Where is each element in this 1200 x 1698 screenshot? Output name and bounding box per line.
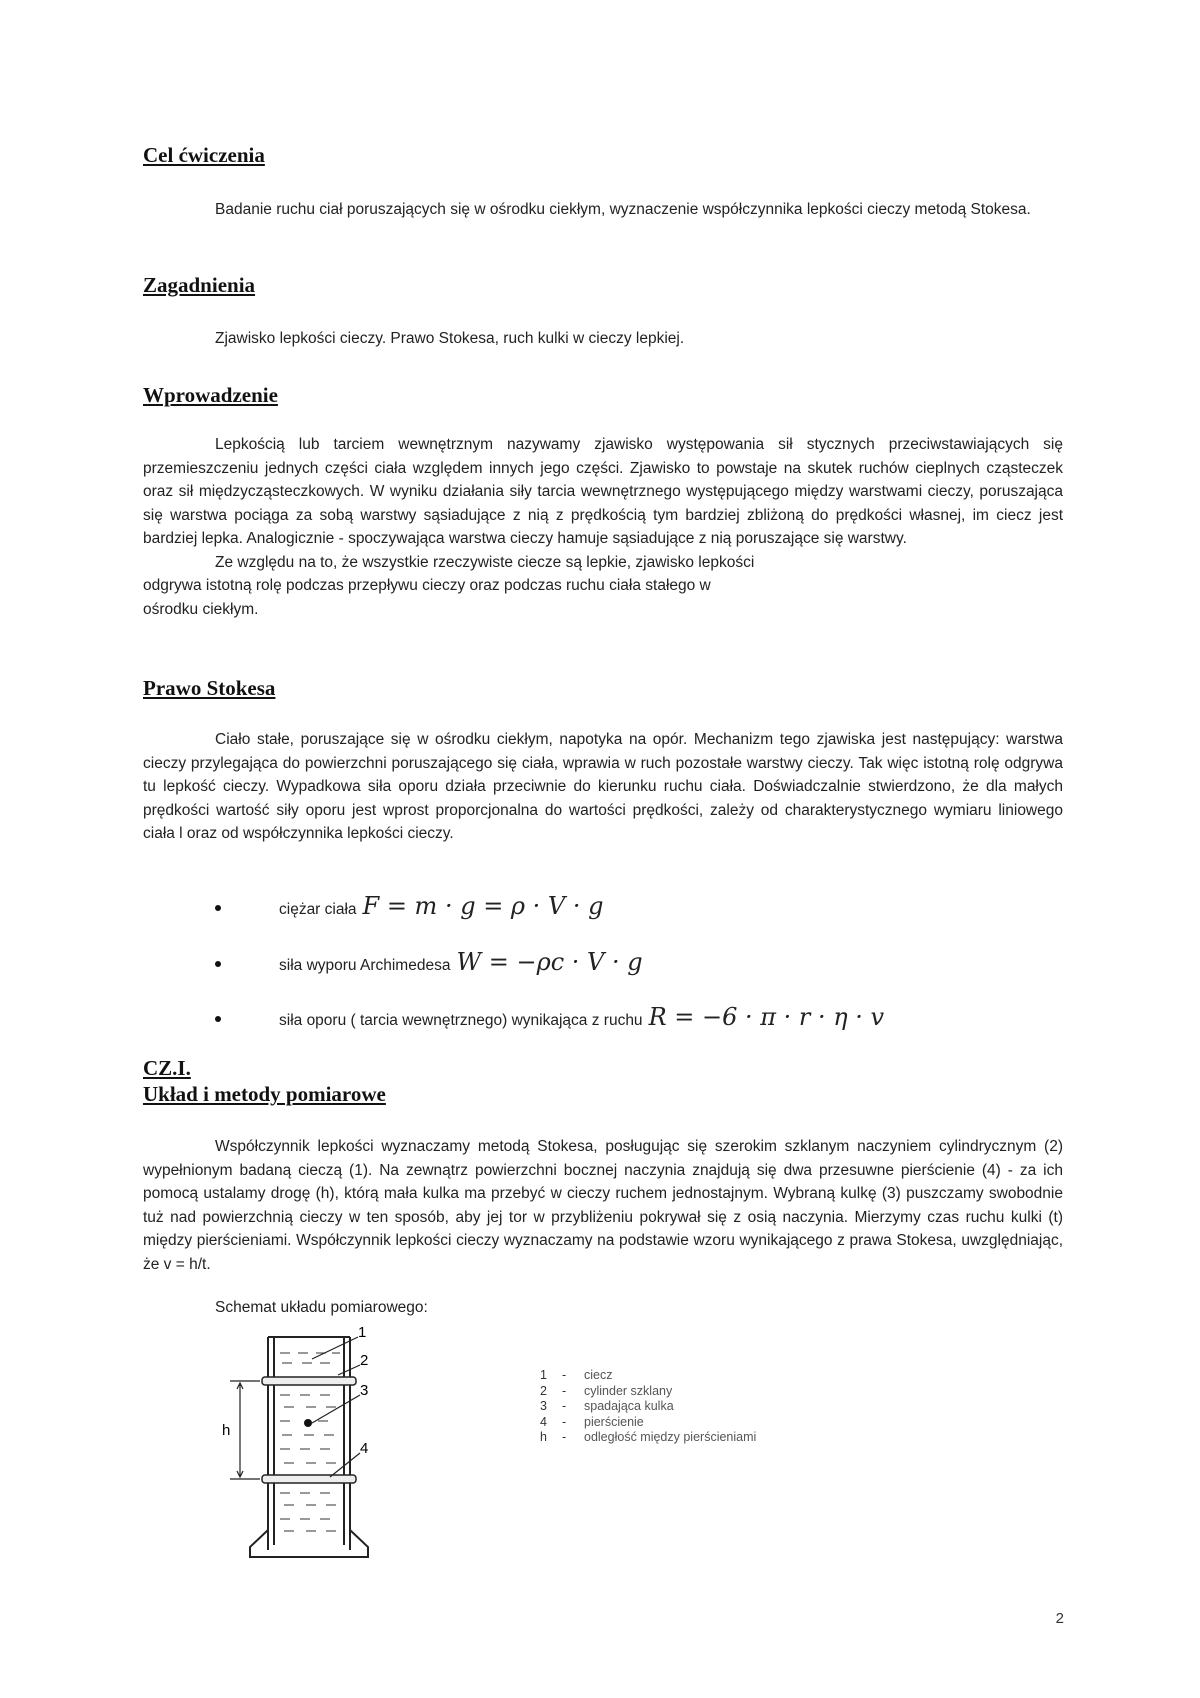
label-h: h: [222, 1422, 231, 1439]
heading-cz1: CZ.I.: [143, 1056, 191, 1080]
wprowadzenie-paragraph-block: [143, 433, 1063, 621]
schema-label-block: [143, 1296, 1063, 1320]
label-1: 1: [358, 1325, 367, 1341]
heading-wprowadzenie: Wprowadzenie: [143, 383, 278, 407]
heading-zagadnienia: Zagadnienia: [143, 273, 256, 297]
zagadnienia-paragraph: Zjawisko lepkości cieczy. Prawo Stokesa, ruch kulki w cieczy lepkiej.: [215, 330, 685, 347]
cz1-paragraph-block: [143, 1135, 1063, 1276]
section-zagadnienia: [143, 272, 1063, 298]
formula-opor: R = −6 · π · r · η · v: [648, 1003, 885, 1031]
legend-dash: -: [562, 1368, 567, 1382]
heading-cel: Cel ćwiczenia: [143, 143, 265, 167]
ring-top: [262, 1377, 356, 1385]
cz1-paragraph: Współczynnik lepkości wyznaczamy metodą Stokesa, posługując się szerokim szklanym naczyniem cylindrycznym (2) wypełnionym badaną cieczą (1). Na zewnątrz powierzchni bocznej naczynia znajdują się dwa przesuwne pierścienie (4) - za ich pomocą ustalamy drogę (h), którą mała kulka ma przebyć w cieczy ruchem jednostajnym. Wybraną kulkę (3) puszczamy swobodnie tuż nad powierzchnią cieczy w ten sposób, aby jej tor w przybliżeniu pokrywał się z osią naczynia. Mierzymy czas ruchu kulki (t) między pierścieniami. Współczynnik lepkości cieczy wyznaczamy na podstawie wzoru wynikającego z prawa Stokesa, uwzględniając, że v = h/t.: [143, 1138, 1063, 1273]
stokes-paragraph-block: [143, 728, 1063, 846]
legend-row: [540, 1368, 756, 1384]
label-4: 4: [360, 1440, 369, 1457]
legend-value: odległość między pierścieniami: [584, 1430, 757, 1444]
legend-key: 4: [540, 1414, 547, 1429]
zagadnienia-paragraph-block: [143, 327, 1063, 351]
bullet-label: siła wyporu Archimedesa: [279, 957, 451, 974]
falling-ball: [304, 1419, 312, 1427]
legend-dash: -: [562, 1399, 567, 1413]
heading-uklad: Układ i metody pomiarowe: [143, 1082, 386, 1106]
legend-value: spadająca kulka: [584, 1399, 674, 1413]
bullet-ciezar: [215, 892, 604, 920]
legend-key: 3: [540, 1399, 547, 1413]
legend-row: [540, 1430, 756, 1446]
bullet-label: siła oporu ( tarcia wewnętrznego) wynikająca z ruchu: [279, 1012, 643, 1029]
h-dimension: [230, 1381, 260, 1479]
bullet-dot: [215, 1016, 221, 1022]
legend-value: pierścienie: [584, 1414, 644, 1429]
wprowadzenie-paragraph: Lepkością lub tarciem wewnętrznym nazywamy zjawisko występowania sił stycznych przeciwstawiających się przemieszczeniu jednych części ciała względem innych jego części. Zjawisko to powstaje na skutek ruchów cieplnych cząsteczek oraz sił międzycząsteczkowych. W wyniku działania siły tarcia wewnętrznego występującego między warstwami cieczy, poruszająca się warstwa pociąga za sobą warstwy sąsiadujące z nią z prędkością tym bardziej zbliżoną do prędkości własnej, im ciecz jest bardziej lepka. Analogicznie - spoczywająca warstwa cieczy hamuje sąsiadujące z nią poruszające się warstwy.: [143, 436, 1063, 547]
legend-key: h: [540, 1430, 547, 1444]
legend-key: 2: [540, 1383, 547, 1398]
legend-key: 1: [540, 1368, 547, 1382]
section-wprowadzenie: [143, 382, 1063, 408]
bullet-label: ciężar ciała: [279, 901, 357, 918]
heading-stokes: Prawo Stokesa: [143, 676, 276, 700]
legend-dash: -: [562, 1383, 567, 1398]
legend-dash: -: [562, 1430, 567, 1444]
legend-row: [540, 1384, 756, 1400]
section-cz1: [143, 1055, 1063, 1107]
bullet-dot: [215, 961, 221, 967]
legend-row: [540, 1399, 756, 1415]
bullet-opor: [215, 1003, 884, 1031]
cel-paragraph: Badanie ruchu ciał poruszających się w ośrodku ciekłym, wyznaczenie współczynnika lepkości cieczy metodą Stokesa.: [215, 201, 1031, 218]
ring-bottom: [262, 1475, 356, 1483]
bullet-dot: [215, 905, 221, 911]
label-2: 2: [360, 1352, 369, 1369]
legend-value: ciecz: [584, 1368, 613, 1382]
stokes-paragraph: Ciało stałe, poruszające się w ośrodku ciekłym, napotyka na opór. Mechanizm tego zjawiska jest następujący: warstwa cieczy przylegająca do powierzchni poruszającego się ciała, wprawia w ruch pozostałe warstwy cieczy. Tak więc istotną rolę odgrywa tu lepkość cieczy. Wypadkowa siła oporu działa przeciwnie do kierunku ruchu ciała. Doświadczalnie stwierdzono, że dla małych prędkości wartość siły oporu jest wprost proporcjonalna do wartości prędkości, zależy od charakterystycznego wymiaru liniowego ciała l oraz od współczynnika lepkości cieczy.: [143, 731, 1063, 842]
legend-row: [540, 1415, 756, 1431]
wprowadzenie-line-1: Ze względu na to, że wszystkie rzeczywiste ciecze są lepkie, zjawisko lepkości: [215, 553, 755, 571]
diagram-legend: [540, 1368, 756, 1446]
cel-paragraph-block: [143, 198, 1063, 222]
legend-dash: -: [562, 1414, 567, 1429]
wprowadzenie-line-2: odgrywa istotną rolę podczas przepływu cieczy oraz podczas ruchu ciała stałego w: [143, 577, 711, 594]
label-3: 3: [360, 1382, 369, 1399]
apparatus-diagram: [220, 1325, 420, 1565]
page-number: 2: [1055, 1610, 1064, 1627]
section-cel: [143, 142, 1063, 168]
legend-value: cylinder szklany: [584, 1383, 673, 1398]
schema-label: Schemat układu pomiarowego:: [215, 1299, 428, 1316]
formula-wypor: W = −ρc · V · g: [456, 948, 643, 976]
bullet-wypor: [215, 948, 643, 976]
formula-ciezar: F = m · g = ρ · V · g: [362, 892, 604, 920]
section-stokes: [143, 675, 1063, 701]
wprowadzenie-line-3: ośrodku ciekłym.: [143, 600, 259, 618]
